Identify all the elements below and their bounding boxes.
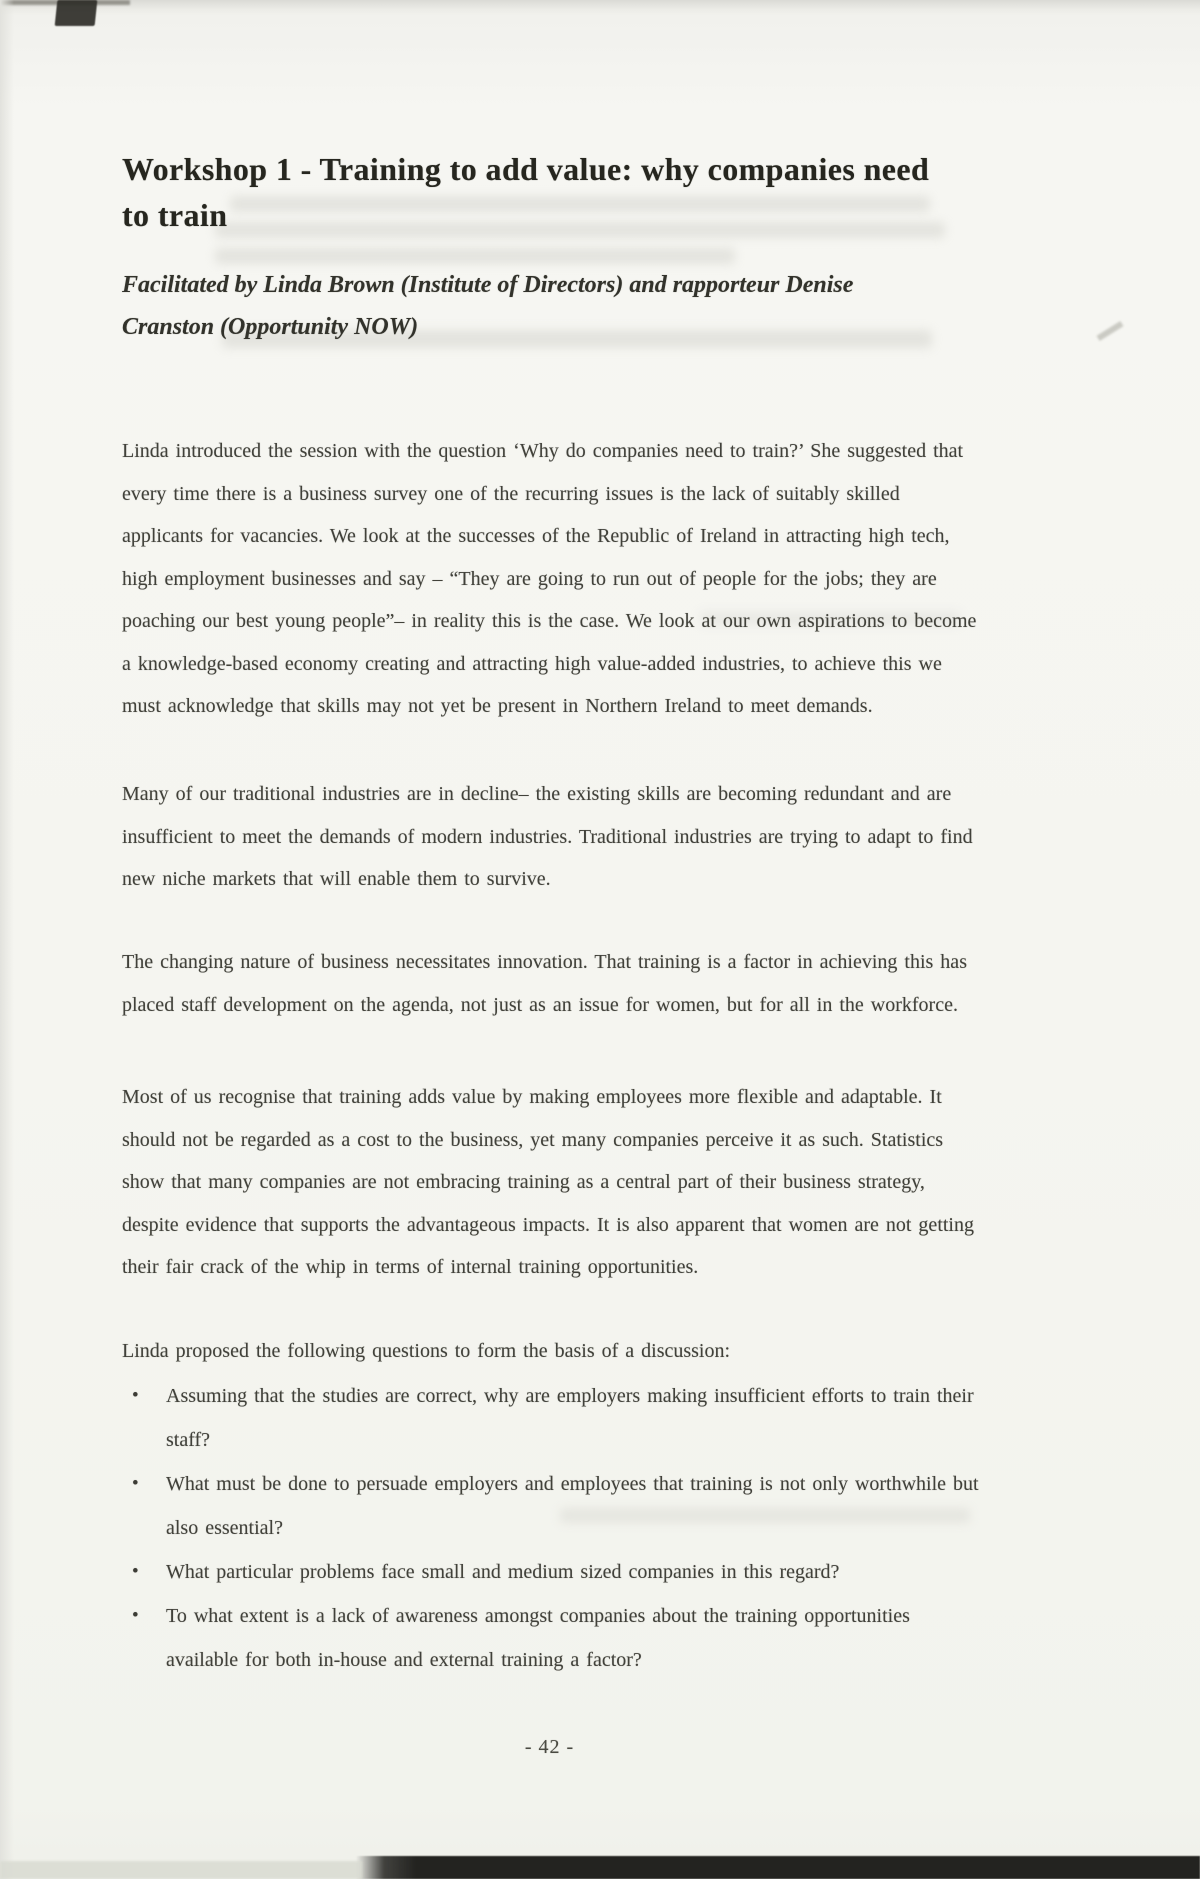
- list-item: [132, 1550, 982, 1594]
- list-item: [132, 1374, 982, 1462]
- scan-left-edge-band: [0, 0, 14, 1879]
- list-item-text: What must be done to persuade employers and employees that training is not only worthwhile but also essential?: [166, 1473, 979, 1539]
- workshop-title: [122, 146, 1022, 238]
- facilitator-line1: Facilitated by Linda Brown (Institute of Directors) and rapporteur Denise: [122, 272, 854, 298]
- scan-stray-mark: [1097, 321, 1124, 341]
- list-item: [132, 1594, 982, 1682]
- bullet-icon: •: [132, 1561, 139, 1582]
- paragraph-changing-nature: The changing nature of business necessitates innovation. That training is a factor in achieving this has placed staff development on the agenda, not just as an issue for women, but for all in the workforce.: [122, 951, 967, 1016]
- list-item: [132, 1462, 982, 1550]
- scan-bottom-dark-bar: [356, 1856, 1200, 1879]
- paragraph-intro-session: Linda introduced the session with the question ‘Why do companies need to train?’ She suggested that every time there is a business survey one of the recurring issues is the lack of suitably skilled applicants for vacancies. We look at the successes of the Republic of Ireland in attracting high tech, high employment businesses and say – “They are going to run out of people for the jobs; they are poaching our best young people”– in reality this is the case. We look at our own aspirations to become a knowledge-based economy creating and attracting high value-added industries, to achieve this we must acknowledge that skills may not yet be present in Northern Ireland to meet demands.: [122, 440, 977, 717]
- workshop-title-line1: Workshop 1 - Training to add value: why companies need: [122, 151, 930, 187]
- ghost-text-bleedthrough: [215, 248, 735, 264]
- list-item-text: What particular problems face small and medium sized companies in this regard?: [166, 1561, 840, 1583]
- scan-top-left-mark: [55, 0, 98, 26]
- workshop-title-line2: to train: [122, 197, 228, 233]
- bullet-icon: •: [132, 1473, 139, 1494]
- paragraph-training-adds-value: Most of us recognise that training adds value by making employees more flexible and adaptable. It should not be regarded as a cost to the business, yet many companies perceive it as such. Statistics show that many companies are not embracing training as a central part of their business strategy, despite evidence that supports the advantageous impacts. It is also apparent that women are not getting their fair crack of the whip in terms of internal training opportunities.: [122, 1086, 974, 1278]
- list-item-text: To what extent is a lack of awareness amongst companies about the training opportunities available for both in-house and external training a factor?: [166, 1605, 910, 1671]
- page-number: - 42 -: [524, 1736, 575, 1758]
- bullet-icon: •: [132, 1385, 139, 1406]
- discussion-intro: Linda proposed the following questions to form the basis of a discussion:: [122, 1340, 731, 1362]
- scan-top-edge-shade: [0, 0, 1200, 15]
- facilitator-line2: Cranston (Opportunity NOW): [122, 314, 419, 340]
- bullet-icon: •: [132, 1605, 139, 1626]
- list-item-text: Assuming that the studies are correct, why are employers making insufficient efforts to train their staff?: [166, 1385, 974, 1451]
- paragraph-traditional-industries: Many of our traditional industries are in decline– the existing skills are becoming redundant and are insufficient to meet the demands of modern industries. Traditional industries are trying to adapt to find new niche markets that will enable them to survive.: [122, 783, 973, 890]
- scan-bottom-left-band: [0, 1861, 362, 1879]
- facilitator-line: [122, 264, 982, 348]
- discussion-question-list: [132, 1374, 982, 1682]
